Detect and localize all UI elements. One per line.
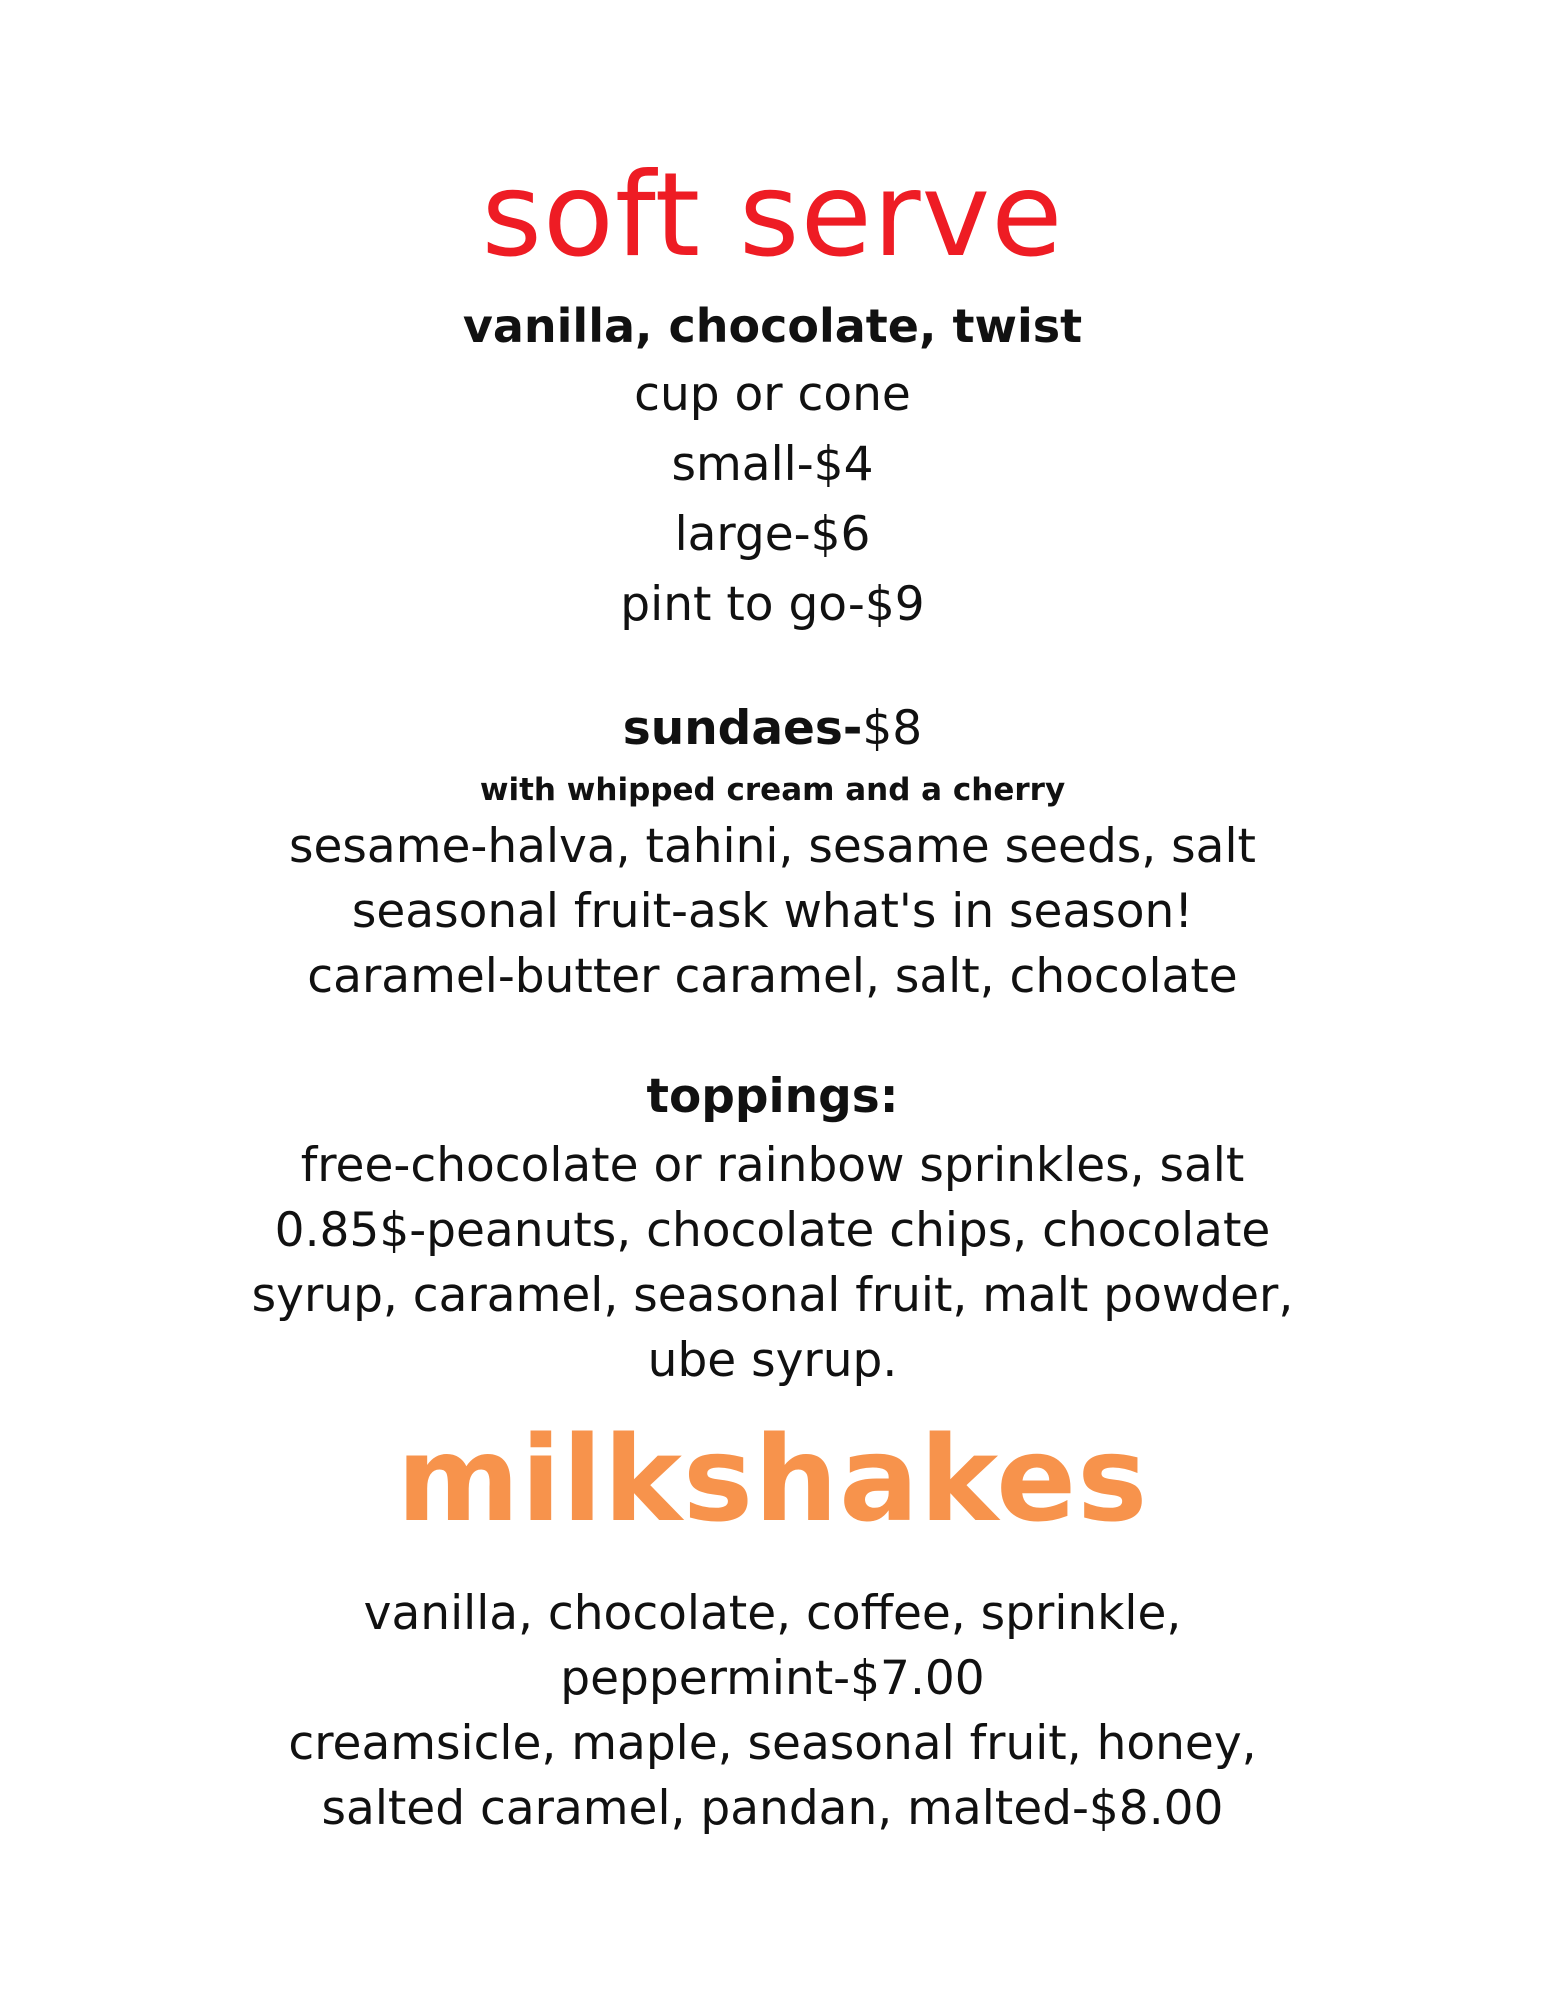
milkshakes-line-2: peppermint-$7.00	[560, 1651, 985, 1706]
sundaes-note: with whipped cream and a cherry	[479, 772, 1066, 808]
milkshakes-line-3: creamsicle, maple, seasonal fruit, honey,	[288, 1716, 1257, 1771]
sundae-item-caramel: caramel-butter caramel, salt, chocolate	[307, 949, 1238, 1004]
toppings-line-3: syrup, caramel, seasonal fruit, malt powder,	[251, 1268, 1294, 1323]
milkshakes-line-4: salted caramel, pandan, malted-$8.00	[321, 1781, 1224, 1836]
milkshakes-line-1: vanilla, chocolate, coffee, sprinkle,	[363, 1586, 1182, 1641]
toppings-line-4: ube syrup.	[647, 1333, 898, 1388]
sundaes-price: $8	[862, 701, 923, 756]
toppings-line-1: free-chocolate or rainbow sprinkles, salt	[300, 1138, 1245, 1193]
sundaes-label: sundaes-	[622, 701, 863, 756]
milkshakes-title: milkshakes	[396, 1410, 1149, 1548]
soft-serve-flavors: vanilla, chocolate, twist	[462, 299, 1083, 353]
soft-serve-size-pint: pint to go-$9	[620, 577, 925, 632]
soft-serve-size-small: small-$4	[671, 437, 874, 492]
soft-serve-serving: cup or cone	[634, 367, 911, 422]
sundaes-heading	[0, 701, 1545, 756]
soft-serve-size-large: large-$6	[674, 507, 871, 562]
soft-serve-title: soft serve	[481, 148, 1064, 283]
toppings-heading: toppings:	[646, 1069, 899, 1124]
sundae-item-seasonal: seasonal fruit-ask what's in season!	[351, 884, 1194, 939]
toppings-line-2: 0.85$-peanuts, chocolate chips, chocolate	[274, 1203, 1271, 1258]
sundae-item-sesame: sesame-halva, tahini, sesame seeds, salt	[289, 819, 1256, 874]
